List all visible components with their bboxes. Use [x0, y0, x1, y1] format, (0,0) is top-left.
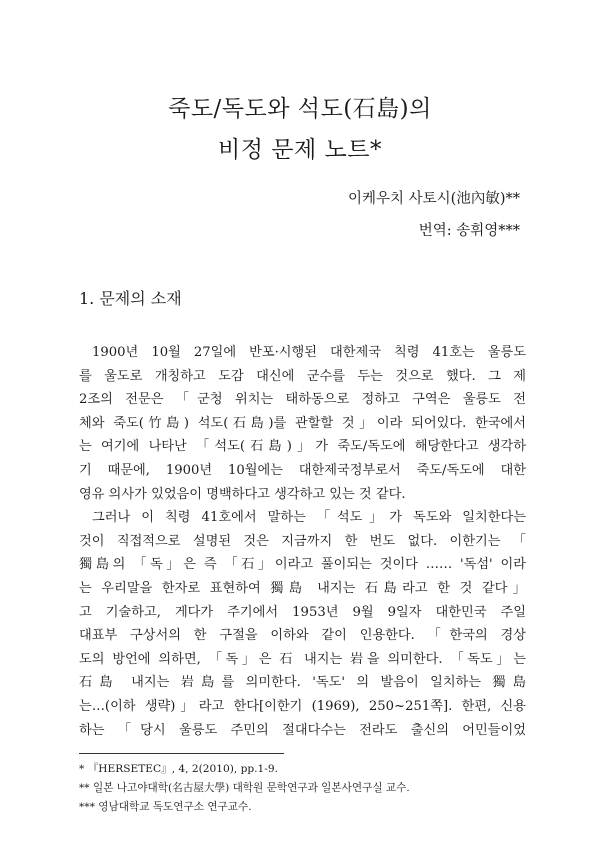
body-line: 를 울도로 개칭하고 도감 대신에 군수를 두는 것으로 했다. 그 제 — [79, 368, 526, 384]
body-line: 하는 「당시 울릉도 주민의 절대다수는 전라도 출신의 어민들이었 — [79, 722, 526, 738]
body-line: 2조의 전문은 「군청 위치는 태하동으로 정하고 구역은 울릉도 전 — [79, 392, 526, 408]
body-line: 도의 방언에 의하면, 「독」은 石 내지는 岩을 의미한다. 「독도」는 — [79, 651, 526, 667]
footnote: ** 일본 나고야대학(名古屋大學) 대학원 문학연구과 일본사연구실 교수. — [79, 782, 410, 794]
body-line: 고 기술하고, 게다가 주기에서 1953년 9월 9일자 대한민국 주일 — [79, 604, 526, 620]
body-line: 1900년 10월 27일에 반포·시행된 대한제국 칙령 41호는 울릉도 — [92, 345, 526, 360]
translator-byline: 번역: 송휘영*** — [418, 223, 520, 239]
body-line: 는 우리말을 한자로 표현하여 獨島 내지는 石島라고 한 것 같다」 — [79, 580, 526, 596]
footnotes — [79, 760, 539, 817]
title-line-2: 비정 문제 노트* — [218, 137, 382, 163]
body-line: 체와 죽도(竹島) 석도(石島)를 관할할 것」이라 되어있다. 한국에서 — [79, 415, 526, 431]
body-line: 것이 직접적으로 설명된 것은 지금까지 한 번도 없다. 이한기는 「 — [79, 533, 526, 549]
body-line: 獨島의 「독」은 즉 「石」이라고 풀이되는 것이다 …… '독섬' 이라 — [79, 557, 526, 573]
body-line: 그러나 이 칙령 41호에서 말하는 「석도」가 독도와 일치한다는 — [92, 510, 526, 526]
title-line-1: 죽도/독도와 석도(石島)의 — [168, 96, 432, 122]
body-line: 는 여기에 나타난 「석도(石島)」가 죽도/독도에 해당한다고 생각하 — [79, 439, 526, 455]
body-text — [79, 341, 526, 742]
author-byline: 이케우치 사토시(池內敏)** — [348, 191, 520, 207]
footnote: * 『HERSETEC』, 4, 2(2010), pp.1-9. — [79, 763, 278, 775]
body-line: 기 때문에, 1900년 10월에는 대한제국정부로서 죽도/독도에 대한 — [79, 462, 526, 478]
body-line: 는…(이하 생략)」라고 한다[이한기 (1969), 250~251쪽]. 한편, 신용 — [79, 698, 526, 714]
footnote: *** 영남대학교 독도연구소 연구교수. — [79, 801, 252, 813]
body-line: 대표부 구상서의 한 구절을 이하와 같이 인용한다. 「한국의 경상 — [79, 628, 526, 644]
footnote-divider — [79, 753, 284, 754]
body-line: 영유 의사가 있었음이 명백하다고 생각하고 있는 것 같다. — [79, 486, 406, 502]
section-heading: 1. 문제의 소재 — [79, 289, 182, 308]
body-line: 石島 내지는 岩島를 의미한다. '독도' 의 발음이 일치하는 獨島 — [79, 675, 526, 691]
